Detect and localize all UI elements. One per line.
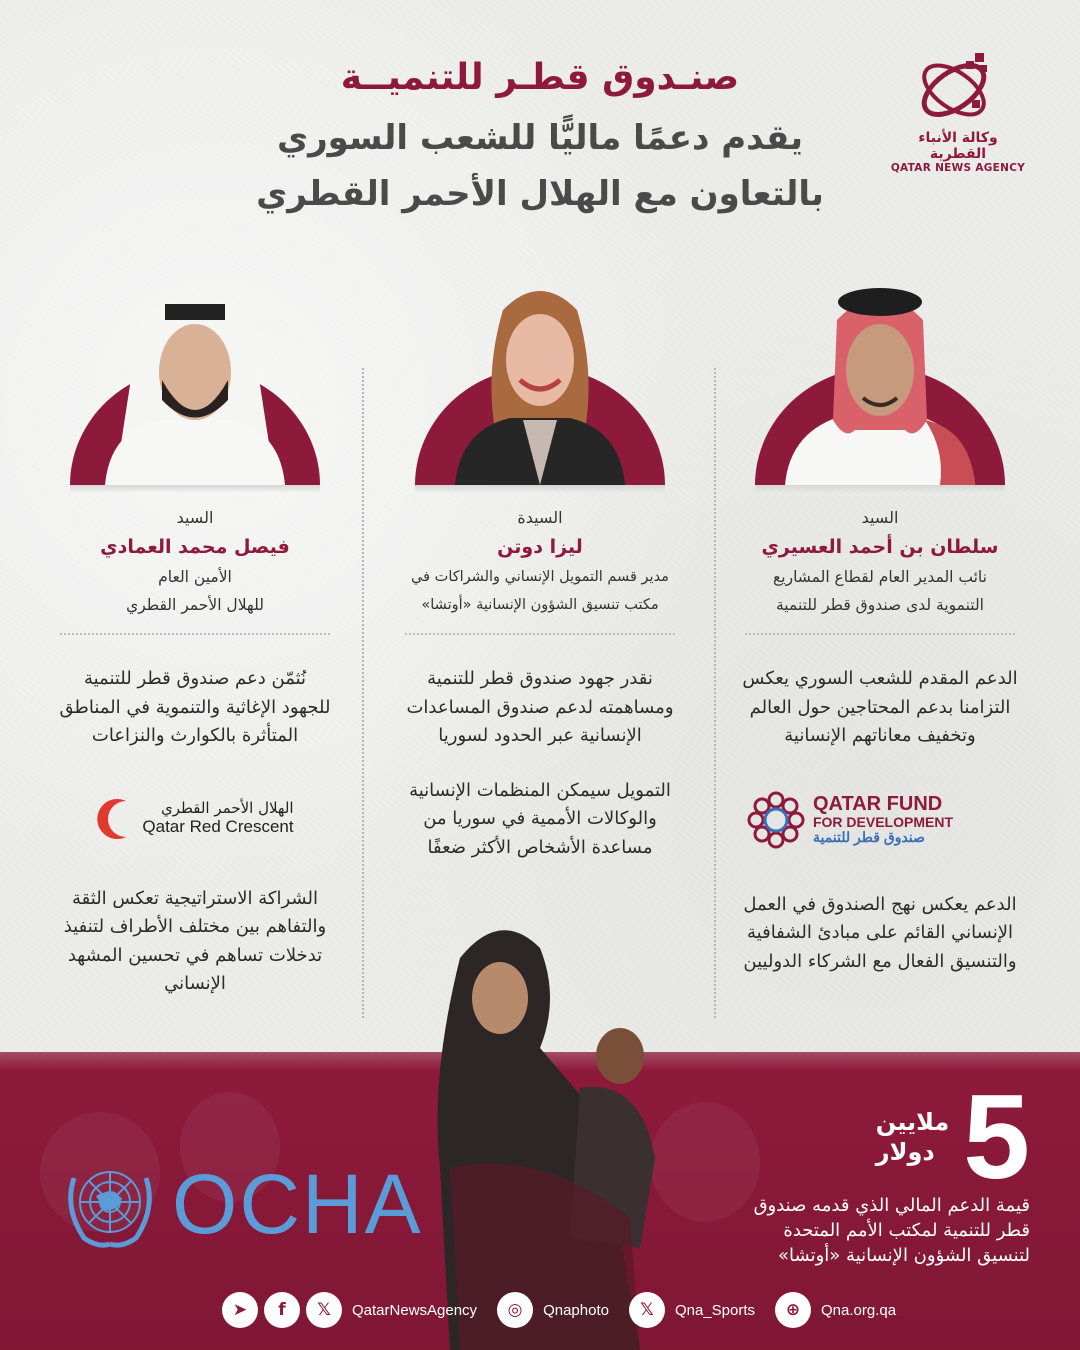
person-quote: نُثمّن دعم صندوق قطر للتنمية للجهود الإغاثية والتنموية في المناطق المتأثرة بالكوارث والنزاعات [59, 668, 331, 746]
section-divider [60, 633, 330, 635]
portrait-shadow [415, 485, 665, 493]
portrait [70, 280, 320, 485]
person-name: سلطان بن أحمد العسيري [761, 536, 999, 558]
agency-name-en: QATAR NEWS AGENCY [890, 162, 1026, 174]
stat-unit-millions: ملايين [875, 1108, 950, 1136]
qna-logo [888, 48, 1028, 174]
stat-row [700, 1070, 1030, 1204]
person-quote: نقدر جهود صندوق قطر للتنمية ومساهمته لدعم صندوق المساعدات الإنسانية عبر الحدود لسوريا [406, 668, 674, 746]
social-handle-qnaphoto[interactable]: Qnaphoto [543, 1301, 609, 1319]
section-divider [745, 633, 1015, 635]
qrc-name-ar: الهلال الأحمر القطري [160, 799, 294, 818]
person-role: الأمين العام [158, 568, 232, 586]
person-name: فيصل محمد العمادي [100, 536, 290, 558]
portrait [755, 280, 1005, 485]
stat-desc-line: لتنسيق الشؤون الإنسانية «أوتشا» [778, 1245, 1030, 1266]
qrc-logo [30, 797, 360, 841]
person-photo-icon [435, 280, 645, 485]
person-quote: الدعم يعكس نهج الصندوق في العمل الإنساني القائم على مبادئ الشفافية والتنسيق الفعال مع الشركاء الدوليين [743, 893, 1017, 972]
person-quote: الشراكة الاستراتيجية تعكس الثقة والتفاهم بين مختلف الأطراف لتنفيذ تدخلات تساهم في تحسين المشهد الإنساني [63, 887, 327, 994]
qna-emblem-icon [912, 48, 1004, 128]
stat-desc-line: قطر للتنمية لمكتب الأمم المتحدة [783, 1220, 1030, 1241]
instagram-icon[interactable]: ◎ [497, 1292, 533, 1328]
person-quote: الدعم المقدم للشعب السوري يعكس التزامنا بدعم المحتاجين حول العالم وتخفيف معاناتهم الإنسانية [742, 668, 1018, 746]
person-role: للهلال الأحمر القطري [126, 596, 264, 614]
stat-unit-dollar: دولار [875, 1138, 935, 1166]
person-quote: التمويل سيمكن المنظمات الإنسانية والوكالات الأممية في سوريا من مساعدة الأشخاص الأكثر ضعفًا [409, 779, 671, 858]
person-info [715, 505, 1045, 619]
section-divider [405, 633, 675, 635]
stat-unit [876, 1107, 950, 1167]
qfd-line1: QATAR FUND [812, 793, 943, 816]
un-emblem-icon [62, 1158, 158, 1250]
x-icon[interactable]: 𝕏 [306, 1292, 342, 1328]
person-info [375, 505, 705, 619]
social-links [222, 1292, 910, 1328]
ocha-logo [62, 1158, 423, 1250]
agency-name-ar: وكالة الأنباء القطرية [918, 130, 998, 162]
person-honorific: السيد [861, 508, 899, 527]
qfd-line3: صندوق قطر للتنمية [812, 829, 925, 845]
portrait-shadow [755, 485, 1005, 493]
headline [200, 52, 880, 222]
website-link[interactable]: Qna.org.qa [821, 1301, 897, 1319]
person-role: التنموية لدى صندوق قطر للتنمية [776, 596, 984, 614]
person-role: نائب المدير العام لقطاع المشاريع [773, 568, 987, 586]
person-info [30, 505, 360, 619]
qfd-emblem-icon [747, 791, 805, 849]
portrait [415, 280, 665, 485]
social-handle-qna[interactable]: QatarNewsAgency [352, 1301, 478, 1319]
qrc-name-en: Qatar Red Crescent [142, 817, 294, 837]
x-icon[interactable]: 𝕏 [629, 1292, 665, 1328]
person-role: مدير قسم التمويل الإنساني والشراكات في [411, 569, 669, 585]
ocha-wordmark: OCHA [172, 1157, 423, 1251]
column-divider [362, 368, 364, 1018]
person-honorific: السيد [176, 508, 214, 527]
person-photo-icon [80, 280, 310, 485]
stat-description [700, 1193, 1030, 1268]
headline-subtitle-2: بالتعاون مع الهلال الأحمر القطري [256, 174, 824, 214]
stat-value: 5 [963, 1070, 1030, 1204]
person-name: ليزا دوتن [497, 536, 583, 558]
headline-subtitle-1: يقدم دعمًا ماليًّا للشعب السوري [276, 118, 804, 158]
funding-stat [700, 1070, 1030, 1268]
person-column-faisal [30, 280, 360, 999]
facebook-icon[interactable]: f [264, 1292, 300, 1328]
person-photo-icon [775, 280, 985, 485]
social-handle-qnasports[interactable]: Qna_Sports [674, 1301, 755, 1319]
person-column-sultan [715, 280, 1045, 976]
qfd-line2: FOR DEVELOPMENT [812, 814, 953, 831]
woman-with-child-photo-icon [420, 918, 680, 1350]
headline-title: صنـدوق قطـر للتنميــة [340, 57, 740, 98]
red-crescent-icon [96, 797, 134, 841]
globe-icon[interactable]: ⊕ [775, 1292, 811, 1328]
stat-desc-line: قيمة الدعم المالي الذي قدمه صندوق [753, 1195, 1030, 1216]
person-honorific: السيدة [517, 508, 563, 527]
qfd-logo [715, 791, 985, 849]
person-column-lisa [375, 280, 705, 862]
telegram-icon[interactable]: ➤ [222, 1292, 258, 1328]
person-role: مكتب تنسيق الشؤون الإنسانية «أوتشا» [421, 597, 659, 613]
portrait-shadow [70, 485, 320, 493]
